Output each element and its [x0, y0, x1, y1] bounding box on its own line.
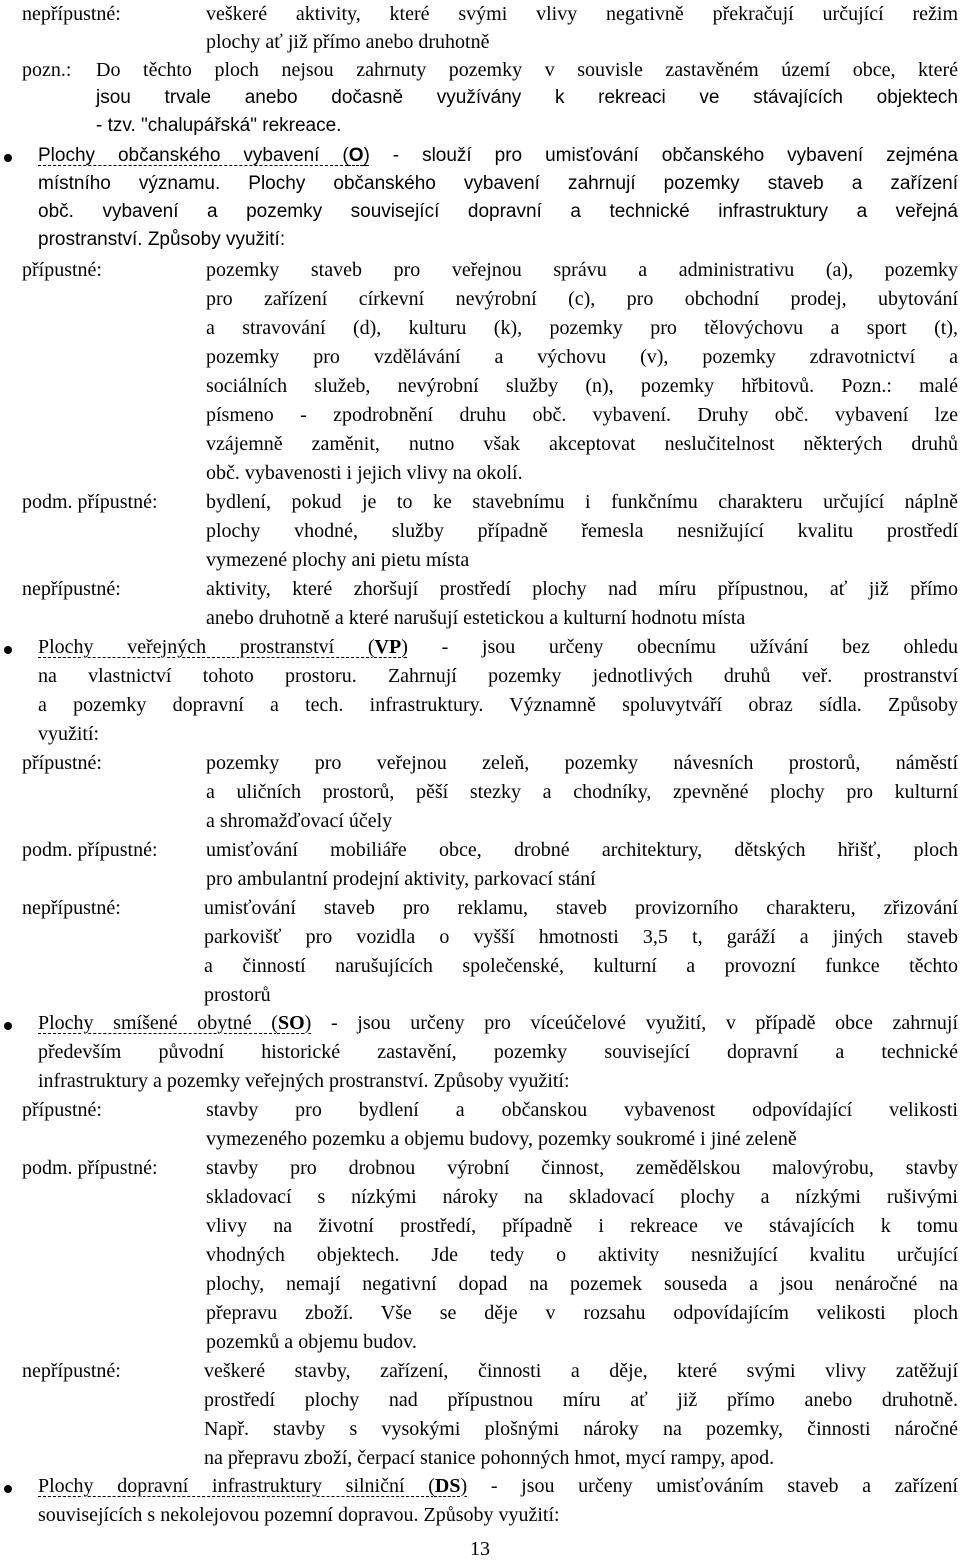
label-pripustne: přípustné: [22, 1099, 102, 1121]
text-line: stavby pro bydlení a občanskou vybavenost odpovídající velikosti [206, 1099, 958, 1121]
text-line: pozemky staveb pro veřejnou správu a administrativu (a), pozemky [206, 259, 958, 281]
text-line: plochy, nemají negativní dopad na pozemek souseda a jsou nenáročné na [206, 1273, 958, 1295]
section-vp-title: Plochy veřejných prostranství (VP) [38, 636, 408, 658]
text-line: parkovišť pro vozidla o vyšší hmotnosti 3,5 t, garáží a jiných staveb [204, 926, 958, 948]
text-line: prostranství. Způsoby využití: [38, 229, 286, 250]
text-line: písmeno - zpodrobnění druhu obč. vybavení. Druhy obč. vybavení lze [206, 404, 958, 426]
text-line: plochy ať již přímo anebo druhotně [206, 31, 490, 53]
text-line: veškeré stavby, zařízení, činnosti a děje, které svými vlivy zatěžují [204, 1360, 958, 1382]
section-vp-title-line: Plochy veřejných prostranství (VP) - jsou určeny obecnímu užívání bez ohledu [38, 636, 958, 658]
text-line: a shromažďovací účely [206, 810, 393, 832]
text-line: plochy vhodné, služby případně řemesla nesnižující kvalitu prostředí [206, 520, 958, 542]
bullet-icon [4, 1485, 12, 1493]
text-line: prostorů [204, 984, 271, 1006]
text-line: obč. vybavenosti i jejich vlivy na okolí. [206, 462, 523, 484]
text-line: veškeré aktivity, které svými vlivy negativně překračují určující režim [206, 3, 958, 25]
text-line: aktivity, které zhoršují prostředí plochy nad míru přípustnou, ať již přímo [206, 578, 958, 600]
text-line: souvisejících s nekolejovou pozemní dopravou. Způsoby využití: [38, 1504, 560, 1526]
bullet-icon [4, 646, 12, 654]
text-line: pro zařízení církevní nevýrobní (c), pro obchodní prodej, ubytování [206, 288, 958, 310]
text-line: na přepravu zboží, čerpací stanice pohonných hmot, mycí rampy, apod. [204, 1447, 775, 1469]
text-line: především původní historické zastavění, pozemky související dopravní a technické [38, 1041, 958, 1063]
text-line: pozemky pro vzdělávání a výchovu (v), pozemky zdravotnictví a [206, 346, 958, 368]
text-line: obč. vybavení a pozemky související dopravní a technické infrastruktury a veřejná [38, 201, 958, 222]
label-nepripustne: nepřípustné: [22, 578, 121, 600]
text-line: anebo druhotně a které narušují estetickou a kulturní hodnotu místa [206, 607, 746, 629]
label-nepripustne: nepřípustné: [22, 1360, 121, 1382]
section-o-title: Plochy občanského vybavení (O) [38, 145, 370, 166]
text-line: a pozemky dopravní a tech. infrastruktury. Významně spoluvytváří obraz sídla. Způsoby [38, 694, 958, 716]
text-line: využití: [38, 723, 100, 745]
section-so-title: Plochy smíšené obytné (SO) [38, 1012, 312, 1034]
label-podm-pripustne: podm. přípustné: [22, 491, 158, 513]
text-line: bydlení, pokud je to ke stavebnímu i funkčnímu charakteru určující náplně [206, 491, 958, 513]
text-line: vlivy na životní prostředí, případně i rekreace ve stávajících k tomu [206, 1215, 958, 1237]
section-ds-title-line: Plochy dopravní infrastruktury silniční (DS) - jsou určeny umisťováním staveb a zařízení [38, 1475, 958, 1497]
text-line: pozemky pro veřejnou zeleň, pozemky návesních prostorů, náměstí [206, 752, 958, 774]
text-line: vymezeného pozemku a objemu budovy, pozemky soukromé i jiné zeleně [206, 1128, 797, 1150]
page-number: 13 [470, 1538, 490, 1560]
text-line: umisťování mobiliáře obce, drobné architektury, dětských hřišť, ploch [206, 839, 958, 861]
text-line: pozemků a objemu budov. [206, 1331, 417, 1353]
label-podm-pripustne: podm. přípustné: [22, 1157, 158, 1179]
text-line: sociálních služeb, nevýrobní služby (n), pozemky hřbitovů. Pozn.: malé [206, 375, 958, 397]
label-nepripustne: nepřípustné: [22, 3, 121, 25]
text-line: místního významu. Plochy občanského vybavení zahrnují pozemky staveb a zařízení [38, 173, 958, 194]
text-line: infrastruktury a pozemky veřejných prostranství. Způsoby využití: [38, 1070, 570, 1092]
label-podm-pripustne: podm. přípustné: [22, 839, 158, 861]
section-o-title-line: Plochy občanského vybavení (O) - slouží pro umisťování občanského vybavení zejména [38, 145, 958, 166]
bullet-icon [4, 154, 12, 162]
text-line: a uličních prostorů, pěší stezky a chodníky, zpevněné plochy pro kulturní [206, 781, 958, 803]
text-line: skladovací s nízkými nároky na skladovací plochy a nízkými rušivými [206, 1186, 958, 1208]
text-line: Např. stavby s vysokými plošnými nároky na pozemky, činnosti náročné [204, 1418, 958, 1440]
bullet-icon [4, 1022, 12, 1030]
text-line: pro ambulantní prodejní aktivity, parkovací stání [206, 868, 596, 890]
text-line: a stravování (d), kulturu (k), pozemky pro tělovýchovu a sport (t), [206, 317, 958, 339]
text-line: - tzv. "chalupářská" rekreace. [96, 115, 342, 136]
text-line: jsou trvale anebo dočasně využívány k rekreaci ve stávajících objektech [96, 87, 958, 108]
text-line: prostředí plochy nad přípustnou míru ať již přímo anebo druhotně. [204, 1389, 958, 1411]
text-line: vhodných objektech. Jde tedy o aktivity nesnižující kvalitu určující [206, 1244, 958, 1266]
text-line: na vlastnictví tohoto prostoru. Zahrnují pozemky jednotlivých druhů veř. prostranství [38, 665, 958, 687]
section-so-title-line: Plochy smíšené obytné (SO) - jsou určeny pro víceúčelové využití, v případě obce zahrnují [38, 1012, 959, 1034]
text-line: přepravu zboží. Vše se děje v rozsahu odpovídajícím velikosti ploch [206, 1302, 958, 1324]
text-line: stavby pro drobnou výrobní činnost, zemědělskou malovýrobu, stavby [206, 1157, 958, 1179]
text-line: a činností narušujících společenské, kulturní a provozní funkce těchto [204, 955, 958, 977]
label-nepripustne: nepřípustné: [22, 897, 121, 919]
label-pozn: pozn.: [22, 59, 72, 81]
text-line: vzájemně zaměnit, nutno však akceptovat neslučitelnost některých druhů [206, 433, 958, 455]
label-pripustne: přípustné: [22, 259, 102, 281]
text-line: umisťování staveb pro reklamu, staveb provizorního charakteru, zřizování [204, 897, 958, 919]
text-line: vymezené plochy ani pietu místa [206, 549, 470, 571]
label-pripustne: přípustné: [22, 752, 102, 774]
text-line: Do těchto ploch nejsou zahrnuty pozemky v souvisle zastavěném území obce, které [96, 59, 958, 81]
section-ds-title: Plochy dopravní infrastruktury silniční (DS) [38, 1475, 468, 1497]
